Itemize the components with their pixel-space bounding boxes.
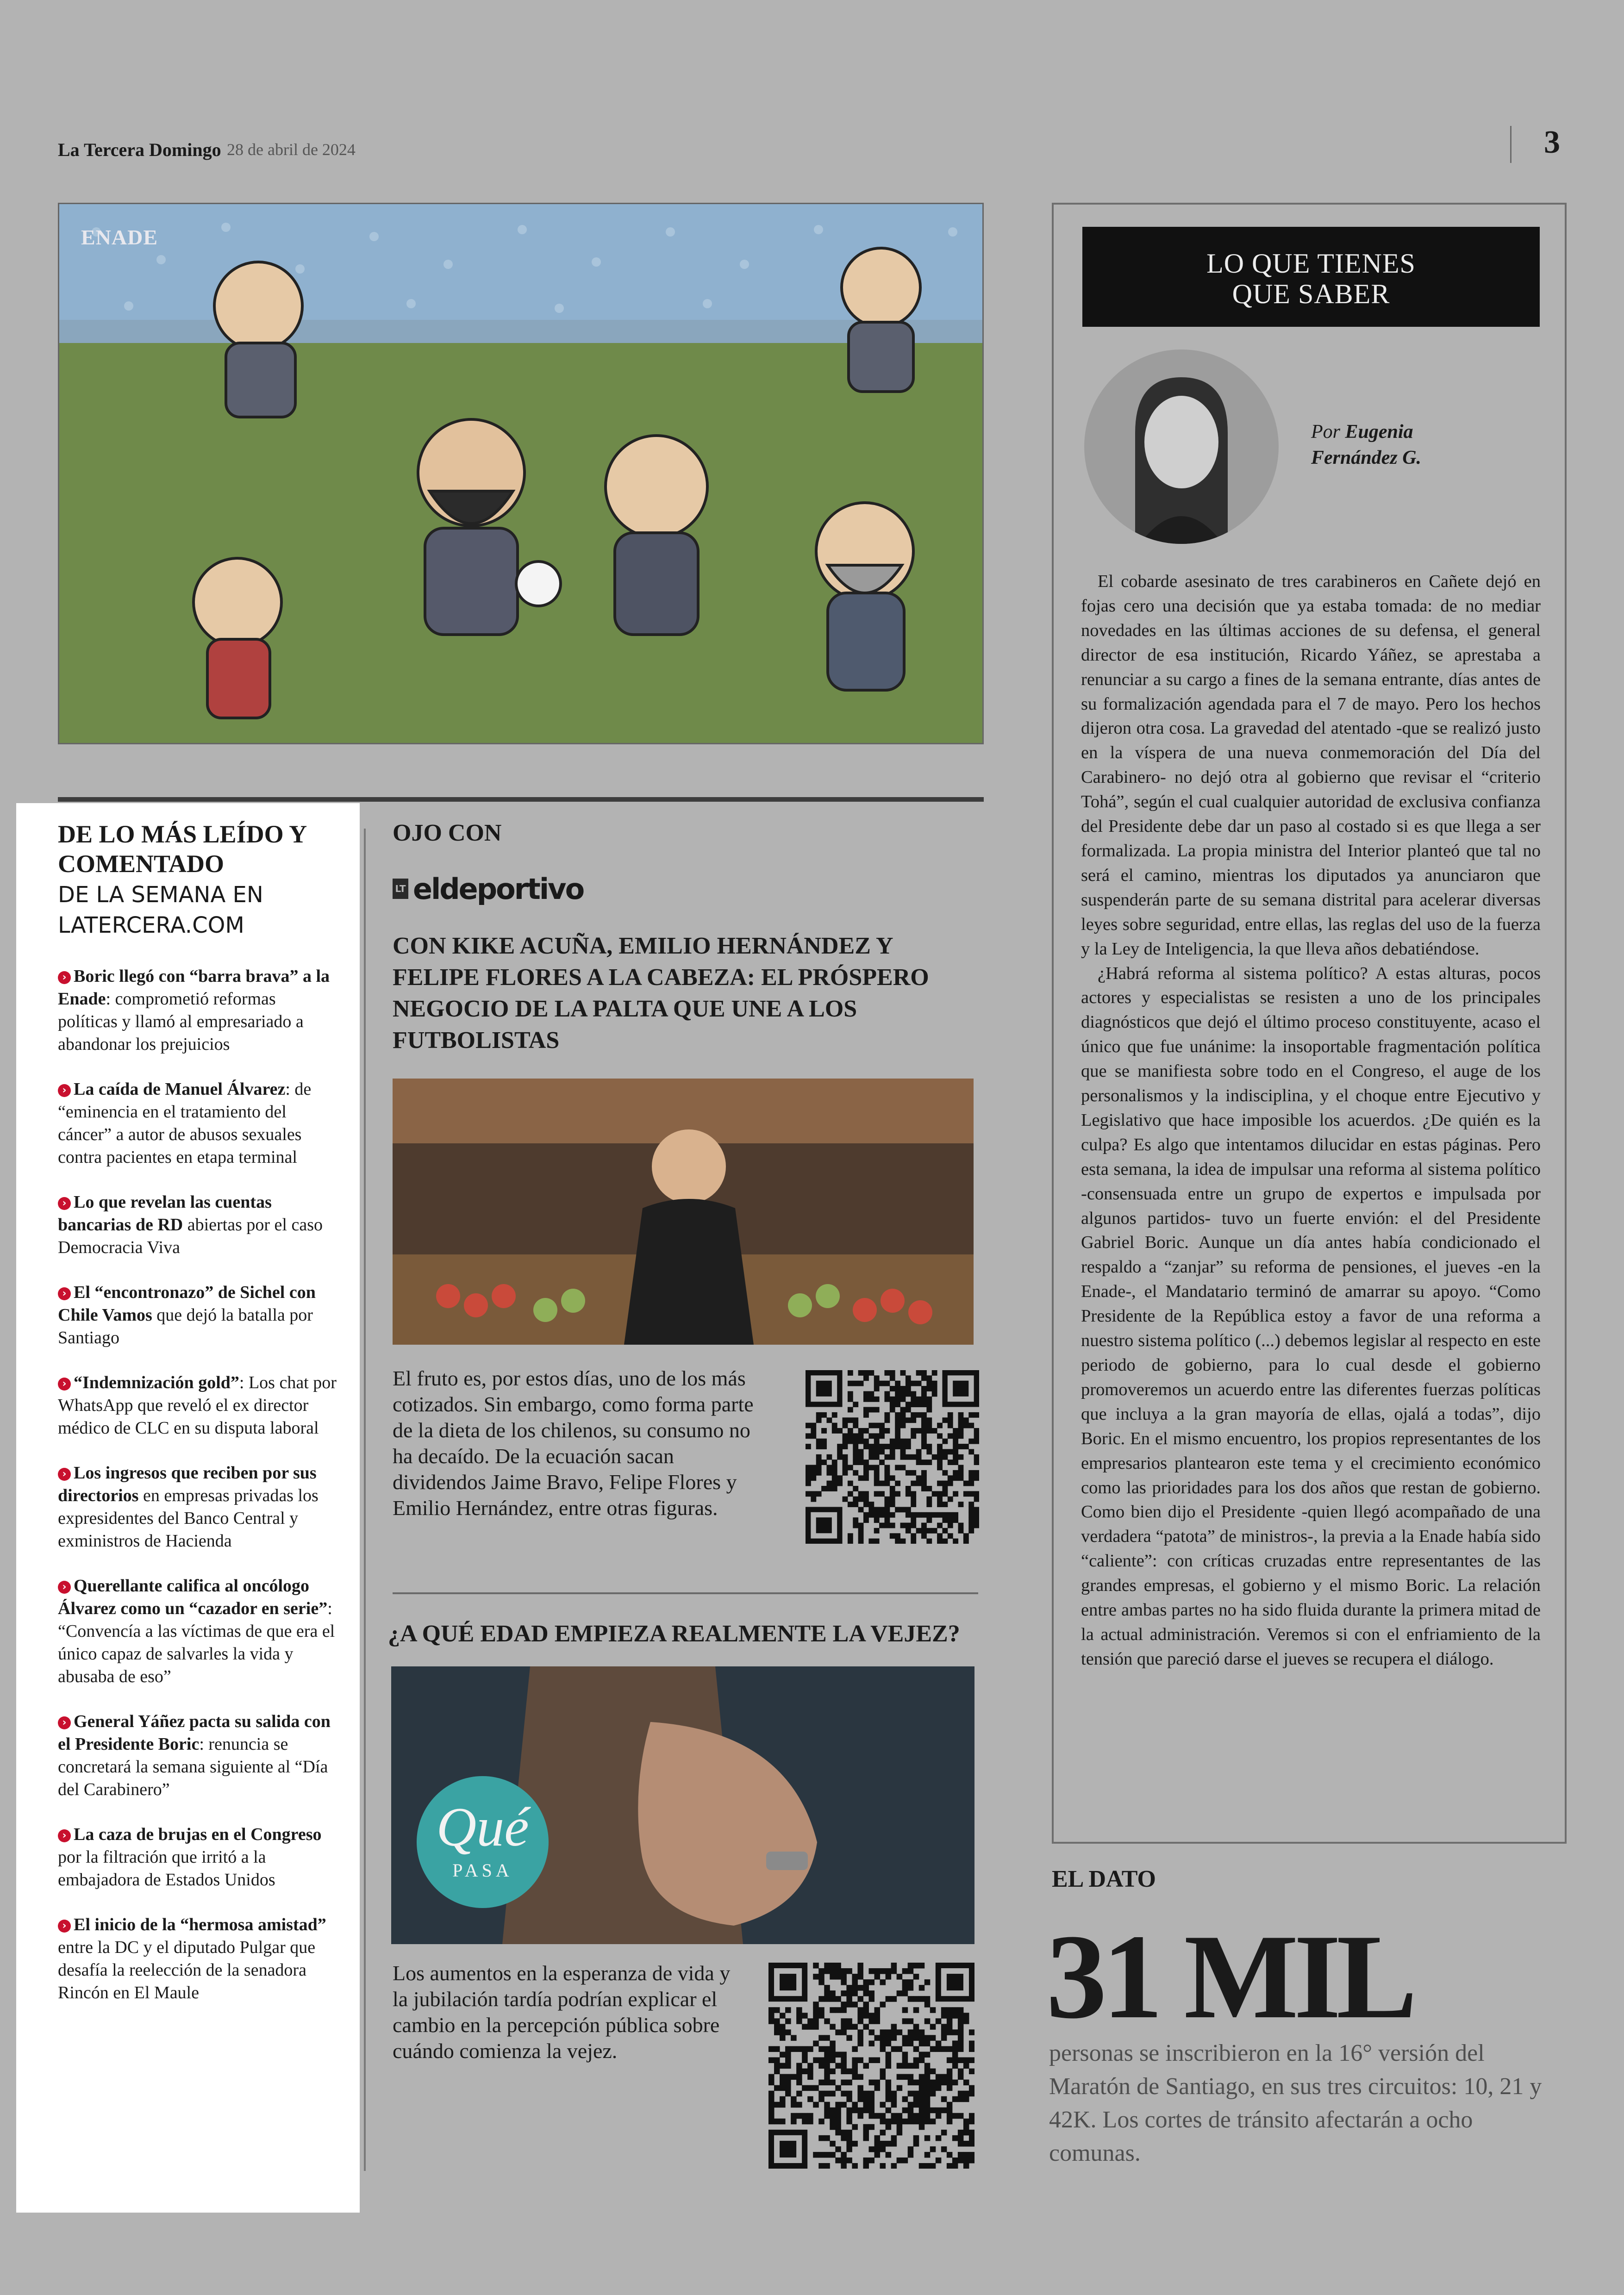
most-read-item[interactable] <box>58 1462 338 1553</box>
most-read-item[interactable] <box>58 1078 338 1169</box>
most-read-title: DE LO MÁS LEÍDO Y COMENTADO <box>58 820 306 878</box>
bullet-icon: › <box>58 1920 71 1933</box>
most-read-item[interactable] <box>58 1191 338 1259</box>
most-read-item[interactable] <box>58 1823 338 1891</box>
bullet-icon: › <box>58 1716 71 1729</box>
palta-qr-code[interactable] <box>806 1370 979 1544</box>
most-read-item[interactable] <box>58 1710 338 1801</box>
bullet-icon: › <box>58 1287 71 1300</box>
most-read-item[interactable] <box>58 1281 338 1349</box>
most-read-item-text: entre la DC y el diputado Pulgar que desafía la reelección de la senadora Rincón en El Maule <box>58 1938 316 2002</box>
el-dato-number: 31 MIL <box>1046 1909 1413 2044</box>
header-divider <box>1510 126 1512 163</box>
most-read-item-headline: General Yáñez pacta su salida con el Presidente Boric <box>58 1712 331 1754</box>
author-avatar <box>1084 349 1279 544</box>
lo-que-tienes-paragraph: El cobarde asesinato de tres carabineros en Cañete dejó en fojas cero una decisión que ya estaba tomada: de no mediar novedades en las últimas acciones de su defensa, el general director de esa institución, Ricardo Yáñez, se aprestaba a renunciar a su cargo a fines de la semana entrante, días antes de su formalización agendada para el 7 de mayo. Pero los hechos dijeron otra cosa. La gravedad del atentado -que se realizó justo en la víspera de una nueva conmemoración del Día del Carabinero- no dejó otra al gobierno que revisar el “criterio Tohá”, según el cual cualquier autoridad de exclusiva confianza del Presidente debe dar un paso al costado si es que llega a ser formalizada. La propia ministra del Interior planteó que tal no será el camino, mientras los diputados ya anunciaron que suspenderán parte de su semana distrital para acelerar diversas leyes sobre seguridad, entre ellas, las reglas del uso de la fuerza y la Ley de Inteligencia, la que lleva años debatiéndose. <box>1081 572 1541 959</box>
most-read-item-headline: Boric llegó con “barra brava” a la Enade <box>58 967 330 1009</box>
fruit-store-photo <box>393 1079 974 1345</box>
most-read-item-text: : de “eminencia en el tratamiento del cáncer” a autor de abusos sexuales contra pacientes en etapa terminal <box>58 1079 312 1167</box>
bullet-icon: › <box>58 1829 71 1842</box>
most-read-item[interactable] <box>58 1575 338 1688</box>
lo-que-tienes-title-line2: QUE SABER <box>1232 279 1390 309</box>
section-top-rule <box>58 797 984 802</box>
eldeportivo-logo-mark: LT <box>393 879 408 899</box>
que-pasa-logo-name: Qué <box>436 1796 529 1858</box>
most-read-item-text: : comprometió reformas políticas y llamó al empresariado a abandonar los prejuicios <box>58 989 304 1054</box>
most-read-item-headline: Los ingresos que reciben por sus directorios <box>58 1463 317 1505</box>
most-read-item[interactable] <box>58 1914 338 2004</box>
lo-que-tienes-paragraph: ¿Habrá reforma al sistema político? A estas alturas, pocos actores y especialistas se resisten a uno de los principales diagnósticos que dejó el último proceso constituyente, acaso el único que fue unánime: la insoportable fragmentación política que se manifiesta sobre todo en el Congreso, el auge de los personalismos y la indisciplina, y el choque entre Ejecutivo y Legislativo que hace imposible los acuerdos. ¿De quién es la culpa? Es algo que intentamos dilucidar en estas páginas. Pero esta semana, la idea de impulsar una reforma al sistema político -consensuada entre un grupo de expertos e impulsada por algunos partidos- tuvo un fuerte envión: el del Presidente Gabriel Boric. Aunque un día antes había condicionado el respaldo a “zanjar” su reforma de pensiones, el jueves -en la Enade-, el Mandatario terminó de amarrar su apoyo. “Como Presidente de la República estoy a favor de una reforma a nuestro sistema político (...) debemos legislar al respecto en este periodo de gobierno, para lo cual desde el gobierno promoveremos un acuerdo entre las diferentes fuerzas políticas que incluya a la gran mayoría de ellas, ojalá a todas”, dijo Boric. En el mismo encuentro, los propios representantes de los empresarios plantearon este tema y el crecimiento económico como las prioridades para los dos años que restan de gobierno. Como bien dijo el Presidente -quien llegó acompañado de una verdadera “patota” de ministros-, la previa a la Enade había sido “caliente”: con críticas cruzadas entre representantes de las grandes empresas, el gobierno y el mismo Boric. La relación entre ambas partes no ha sido fluida durante la primera mitad de la actual administración. Veremos si con el enfriamiento de la tensión que pareció darse el jueves se recupera el diálogo. <box>1081 963 1541 1669</box>
bullet-icon: › <box>58 1378 71 1391</box>
ojo-con-label: OJO CON <box>393 820 502 846</box>
most-read-item[interactable] <box>58 965 338 1056</box>
vejez-qr-code[interactable] <box>768 1963 974 2169</box>
bullet-icon: › <box>58 1084 71 1097</box>
author-name-line2: Fernández G. <box>1311 447 1422 468</box>
lo-que-tienes-title-line1: LO QUE TIENES <box>1206 248 1416 279</box>
bullet-icon: › <box>58 971 71 984</box>
lo-que-tienes-title <box>1082 248 1540 309</box>
bullet-icon: › <box>58 1581 71 1594</box>
most-read-item-headline: La caza de brujas en el Congreso <box>74 1825 322 1844</box>
most-read-item-text: en empresas privadas los expresidentes del Banco Central y exministros de Hacienda <box>58 1486 319 1551</box>
vejez-headline[interactable]: ¿A QUÉ EDAD EMPIEZA REALMENTE LA VEJEZ? <box>388 1621 960 1647</box>
most-read-item-text: que dejó la batalla por Santiago <box>58 1305 313 1347</box>
most-read-item-text: : Los chat por WhatsApp que reveló el ex director médico de CLC en su disputa laboral <box>58 1373 337 1438</box>
most-read-item-headline: Lo que revelan las cuentas bancarias de RD <box>58 1192 272 1235</box>
cartoon-tag: ENADE <box>81 225 158 249</box>
bullet-icon: › <box>58 1197 71 1210</box>
most-read-item[interactable] <box>58 1372 338 1440</box>
most-read-item-text: : renuncia se concretará la semana siguiente al “Día del Carabinero” <box>58 1734 328 1799</box>
palta-body: El fruto es, por estos días, uno de los más cotizados. Sin embargo, como forma parte de la dieta de los chilenos, su consumo no ha decaído. De la ecuación sacan dividendos Jaime Bravo, Felipe Flores y Emilio Hernández, entre otras figuras. <box>393 1366 754 1520</box>
publication-name: La Tercera Domingo <box>58 139 221 160</box>
publication-date: 28 de abril de 2024 <box>227 140 356 159</box>
most-read-item-headline: El “encontronazo” de Sichel con Chile Vamos <box>58 1283 316 1325</box>
eldeportivo-logo-text: eldeportivo <box>413 872 584 906</box>
byline-prefix: Por <box>1311 421 1340 443</box>
lo-que-tienes-body <box>1081 569 1541 1671</box>
vejez-body: Los aumentos en la esperanza de vida y la jubilación tardía podrían explicar el cambio en la percepción pública sobre cuándo comienza la vejez. <box>393 1961 731 2063</box>
enade-cartoon <box>58 203 984 744</box>
most-read-list <box>58 965 338 2027</box>
eldeportivo-logo <box>393 870 583 907</box>
el-dato-text: personas se inscribieron en la 16° versión del Maratón de Santiago, en sus tres circuitos: 10, 21 y 42K. Los cortes de tránsito afectarán a ocho comunas. <box>1049 2040 1542 2166</box>
lo-que-tienes-header <box>1082 227 1540 327</box>
column-divider <box>364 829 366 2171</box>
author-name-line1: Eugenia <box>1345 421 1413 443</box>
que-pasa-logo-sub: PASA <box>452 1860 513 1881</box>
most-read-item-headline: La caída de Manuel Álvarez <box>74 1079 286 1099</box>
most-read-item-headline: El inicio de la “hermosa amistad” <box>74 1915 326 1934</box>
most-read-item-text: por la filtración que irritó a la embajadora de Estados Unidos <box>58 1847 275 1890</box>
palta-headline[interactable]: CON KIKE ACUÑA, EMILIO HERNÁNDEZ Y FELIPE FLORES A LA CABEZA: EL PRÓSPERO NEGOCIO DE LA PALTA QUE UNE A LOS FUTBOLISTAS <box>393 933 929 1054</box>
most-read-item-text: : “Convencía a las víctimas de que era el único capaz de salvarles la vida y abusaba de eso” <box>58 1599 335 1686</box>
que-pasa-logo <box>417 1776 549 1908</box>
page-number: 3 <box>1544 125 1560 160</box>
most-read-subtitle: DE LA SEMANA EN LATERCERA.COM <box>58 882 263 938</box>
section-divider <box>393 1592 978 1594</box>
most-read-item-headline: Querellante califica al oncólogo Álvarez como un “cazador en serie” <box>58 1576 328 1618</box>
author-byline <box>1311 419 1505 471</box>
most-read-item-text: abiertas por el caso Democracia Viva <box>58 1215 323 1257</box>
bullet-icon: › <box>58 1468 71 1481</box>
el-dato-label: EL DATO <box>1052 1866 1156 1892</box>
most-read-item-headline: “Indemnización gold” <box>74 1373 239 1392</box>
